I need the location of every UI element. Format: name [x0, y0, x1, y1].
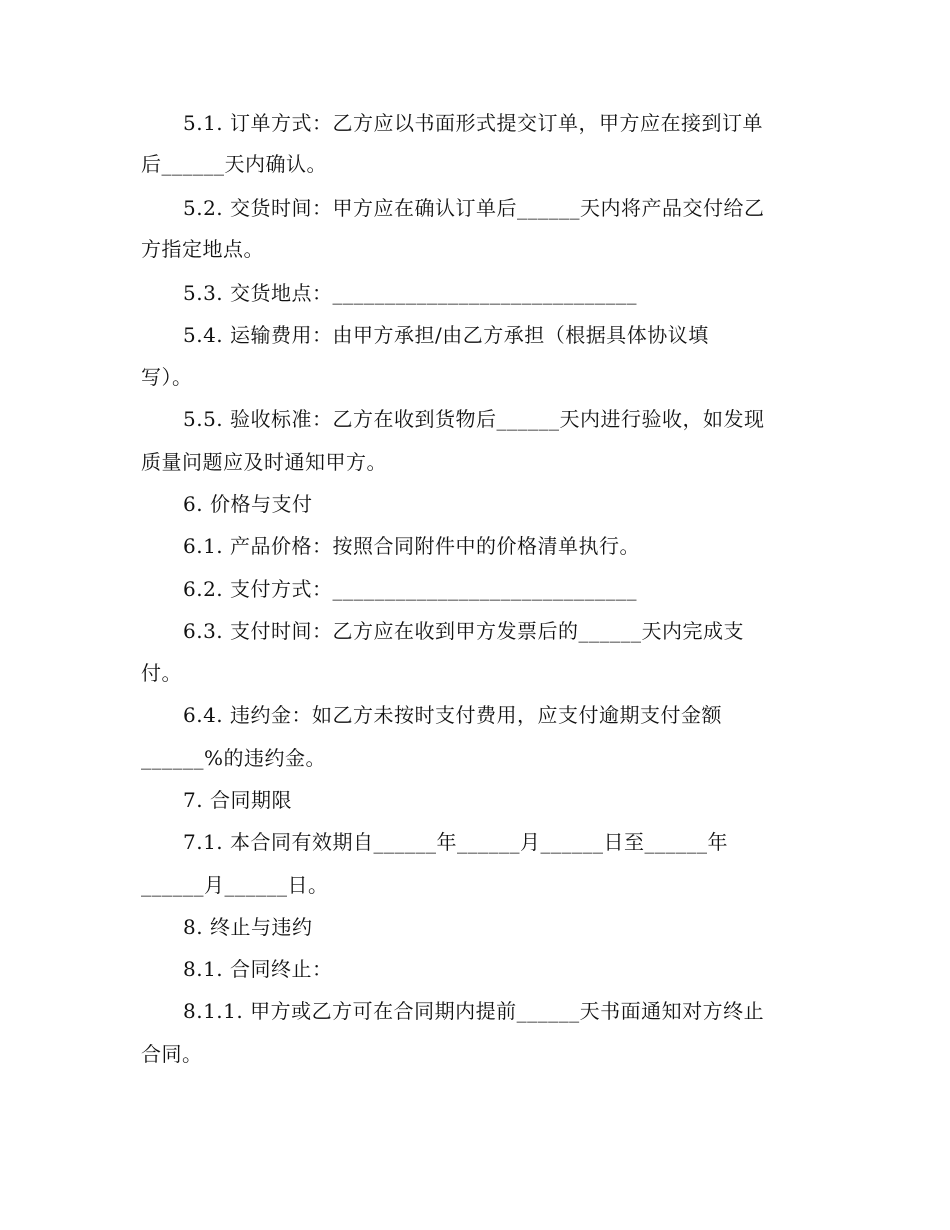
- clause-5-4-line-2: 写）。: [141, 365, 193, 389]
- clause-6-4-line-2: ______%的违约金。: [141, 746, 327, 770]
- clause-6-3-line-1: 6.3. 支付时间：乙方应在收到甲方发票后的______天内完成支: [183, 619, 745, 643]
- clause-7-1-line-1: 7.1. 本合同有效期自______年______月______日至______年: [183, 830, 729, 854]
- clause-5-1-line-1: 5.1. 订单方式：乙方应以书面形式提交订单，甲方应在接到订单: [183, 111, 764, 135]
- section-6-heading: 6. 价格与支付: [183, 492, 313, 516]
- clause-8-1: 8.1. 合同终止：: [183, 957, 333, 981]
- clause-5-5-line-2: 质量问题应及时通知甲方。: [141, 450, 387, 474]
- clause-5-1-line-2: 后______天内确认。: [141, 152, 327, 176]
- clause-6-1: 6.1. 产品价格：按照合同附件中的价格清单执行。: [183, 534, 641, 558]
- clause-6-2: 6.2. 支付方式：_____________________________: [183, 577, 638, 601]
- section-8-heading: 8. 终止与违约: [183, 915, 313, 939]
- clause-8-1-1-line-1: 8.1.1. 甲方或乙方可在合同期内提前______天书面通知对方终止: [183, 999, 765, 1023]
- clause-5-2-line-2: 方指定地点。: [141, 237, 264, 261]
- clause-5-5-line-1: 5.5. 验收标准：乙方在收到货物后______天内进行验收，如发现: [183, 407, 765, 431]
- clause-6-4-line-1: 6.4. 违约金：如乙方未按时支付费用，应支付逾期支付金额: [183, 703, 723, 727]
- clause-5-3: 5.3. 交货地点：_____________________________: [183, 281, 638, 305]
- clause-5-2-line-1: 5.2. 交货时间：甲方应在确认订单后______天内将产品交付给乙: [183, 196, 765, 220]
- clause-6-3-line-2: 付。: [141, 661, 182, 685]
- clause-8-1-1-line-2: 合同。: [141, 1042, 203, 1066]
- section-7-heading: 7. 合同期限: [183, 788, 292, 812]
- clause-7-1-line-2: ______月______日。: [141, 873, 329, 897]
- clause-5-4-line-1: 5.4. 运输费用：由甲方承担/由乙方承担（根据具体协议填: [183, 323, 709, 347]
